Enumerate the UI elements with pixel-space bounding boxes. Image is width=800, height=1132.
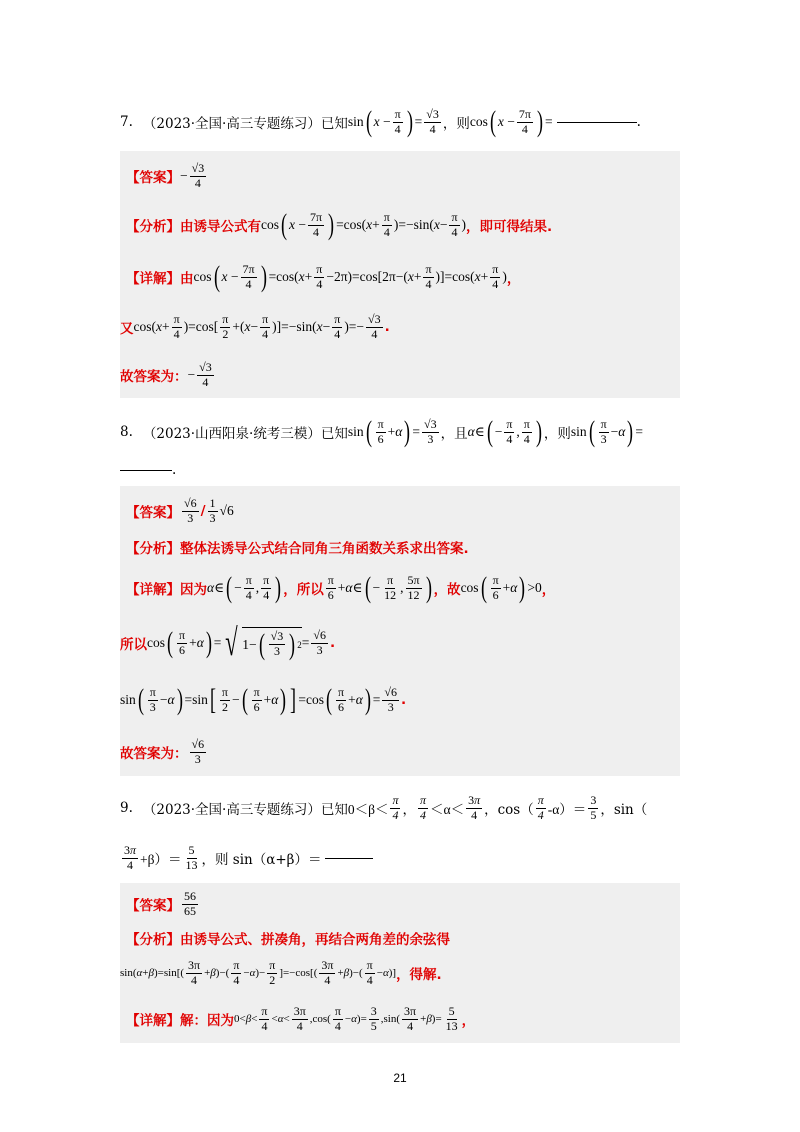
answer-label: 【答案】	[126, 898, 180, 914]
answer-separator: /	[200, 503, 206, 519]
analysis-text: 由诱导公式、拼凑角，再结合两角差的余弦得	[180, 932, 450, 948]
detail-text: 解：因为	[180, 1013, 234, 1029]
question-number: 8.	[120, 424, 133, 440]
detail-label: 【详解】	[126, 271, 180, 287]
analysis-row	[126, 536, 469, 558]
math-expression: sin ( x − $\frac{\pi}{4}$ ) = $\frac{√3}{4}$	[347, 105, 439, 138]
question-source: （2023·山西阳泉·统考三模）已知	[142, 426, 348, 442]
analysis-tail: ，即可得结果.	[466, 219, 553, 235]
final-answer-row	[120, 355, 216, 395]
answer-label: 【答案】	[126, 505, 180, 521]
analysis-formula-row	[120, 953, 442, 993]
math-expression: sin ( $\frac{\pi}{3}$ − α ) =	[570, 415, 643, 448]
question-number: 7.	[120, 114, 133, 130]
math-expression: cos ( x − $\frac{7\pi}{4}$ ) =	[469, 105, 553, 138]
math-expression: sin ( $\frac{\pi}{3}$ − α ) =sin [ $\frac{\pi}{2}$ − ( $\frac{\pi}{6}$ + α ) ] =cos ( $\frac{\pi}{6}$ + α ) = $\frac{√6}{3}$	[120, 683, 397, 716]
question-number: 9.	[120, 800, 133, 816]
so-answer-label: 故答案为：	[120, 746, 188, 762]
answer-blank	[120, 470, 172, 471]
detail-label: 【详解】	[126, 582, 180, 598]
detail-text: 由	[180, 271, 194, 287]
question-8-blank: .	[120, 460, 680, 480]
also-row: 又 cos( x + $\frac{\pi}{4}$ )=cos[ $\frac{\pi}{2}$ +( x − $\frac{\pi}{4}$ )]=−sin( x − $\frac{\pi}{4}$ )=− $\frac{√3}{4}$ .	[120, 311, 390, 341]
analysis-row	[126, 927, 450, 949]
analysis-label: 【分析】	[126, 541, 180, 557]
sin-row: sin ( $\frac{\pi}{3}$ − α ) =sin [ $\frac{\pi}{2}$ − ( $\frac{\pi}{6}$ + α ) ] =cos ( $\frac{\pi}{6}$ + α ) = $\frac{√6}{3}$ .	[120, 683, 407, 716]
math-expression: sin ( $\frac{\pi}{6}$ + α ) = $\frac{√3}{3}$	[347, 415, 437, 448]
analysis-row	[126, 203, 552, 247]
question-9	[120, 786, 680, 830]
question-then: ，则	[543, 426, 571, 442]
so-answer-label: 故答案为：	[120, 369, 188, 385]
analysis-label: 【分析】	[126, 932, 180, 948]
so-label: 所以	[120, 637, 147, 653]
math-expression: cos ( $\frac{\pi}{6}$ + α ) >0	[460, 571, 542, 604]
math-expression: α ∈ ( − $\frac{\pi}{4}$ , $\frac{\pi}{4}$ )	[207, 571, 282, 604]
question-then: ，则	[442, 116, 470, 132]
question-9-line2	[120, 836, 680, 880]
analysis-tail: ，得解.	[396, 967, 442, 983]
detail-row: 【详解】 解：因为 0< β < $\frac{\pi}{4}$ < α < $\frac{3\pi}{4}$ ,cos( $\frac{\pi}{4}$ − α )= $\frac{3}{5}$ ,sin( $\frac{3\pi}{4}$ + β )= $\frac{5}{13}$ ，	[126, 1003, 476, 1033]
math-expression: cos ( x − $\frac{7\pi}{4}$ ) =cos( x + $\frac{\pi}{4}$ )=−sin( x − $\frac{\pi}{4}$ )	[261, 208, 467, 241]
answer-value: − $\frac{√3}{4}$	[180, 160, 205, 190]
answer-row	[126, 885, 200, 923]
question-8	[120, 410, 680, 454]
solution-box-8	[120, 486, 680, 776]
so-row: 所以 cos ( $\frac{\pi}{6}$ + α ) = √ 1− ( $\frac{√3}{3}$ ) 2 = $\frac{√6}{3}$ .	[120, 622, 336, 664]
question-source: （2023·全国·高三专题练习）已知	[142, 802, 348, 818]
question-and: ，且	[440, 426, 468, 442]
detail-because: 因为	[180, 582, 207, 598]
detail-label: 【详解】	[126, 1013, 180, 1029]
answer-row	[126, 155, 208, 197]
answer-value: $\frac{√6}{3}$ / $\frac{1}{3}$ √6	[184, 495, 234, 525]
math-expression: $\frac{3\pi}{4}$ +β）＝ $\frac{5}{13}$	[124, 842, 198, 872]
analysis-text: 由诱导公式有	[180, 219, 261, 235]
analysis-label: 【分析】	[126, 219, 180, 235]
answer-blank	[557, 122, 637, 123]
analysis-text: 整体法诱导公式结合同角三角函数关系求出答案.	[180, 541, 469, 557]
math-expression: sin( α + β )=sin[( $\frac{3\pi}{4}$ + β )−( $\frac{\pi}{4}$ − α )− $\frac{\pi}{2}$ ]=−cos[( $\frac{3\pi}{4}$ + β )−( $\frac{\pi}{4}$ − α )]	[120, 957, 397, 987]
final-answer-value: $\frac{√6}{3}$	[191, 736, 205, 766]
question-then: ，则 sin（α+β）＝	[201, 852, 322, 868]
detail-so: ，所以	[283, 582, 324, 598]
cos-text: cos（	[497, 802, 534, 818]
question-source: （2023·全国·高三专题练习）已知	[142, 116, 348, 132]
also-label: 又	[120, 321, 134, 337]
math-expression: $\frac{\pi}{6}$ + α ∈ ( − $\frac{\pi}{12}$ , $\frac{5\pi}{12}$ )	[327, 571, 432, 604]
answer-row	[126, 490, 234, 532]
final-answer-row	[120, 732, 208, 772]
math-expression: $\frac{\pi}{4}$ ‑α）＝ $\frac{3}{5}$ ，	[537, 792, 614, 822]
detail-therefore: ，故	[433, 582, 461, 598]
math-expression: cos ( $\frac{\pi}{6}$ + α ) = √ 1− ( $\frac{√3}{3}$ ) 2 = $\frac{√6}{3}$	[147, 622, 326, 664]
answer-blank	[325, 858, 373, 859]
detail-row: 【详解】 由 cos ( x − $\frac{7\pi}{4}$ ) =cos( x + $\frac{\pi}{4}$ −2π)=cos[2π−( x + $\frac{\pi}{4}$ )]=cos( x + $\frac{\pi}{4}$ ) ，	[126, 260, 521, 293]
answer-value: $\frac{56}{65}$	[184, 888, 196, 918]
question-7: 7. （2023·全国·高三专题练习）已知 sin ( x − $\frac{\pi}{4}$ ) = $\frac{√3}{4}$ ，则 cos ( x − $\frac{7\pi}{4}$ ) = .	[120, 105, 641, 138]
answer-label: 【答案】	[126, 170, 180, 186]
solution-box-7	[120, 151, 680, 398]
detail-row: 【详解】 因为 α ∈ ( − $\frac{\pi}{4}$ , $\frac{\pi}{4}$ ) ，所以 $\frac{\pi}{6}$ + α ∈ ( − $\frac{\pi}{12}$ , $\frac{5\pi}{12}$ ) ，故 cos ( $\frac{\pi}{6}$ + α ) >0 ，	[126, 571, 556, 604]
page-number: 21	[393, 1071, 407, 1085]
math-expression: cos( x + $\frac{\pi}{4}$ )=cos[ $\frac{\pi}{2}$ +( x − $\frac{\pi}{4}$ )]=−sin( x − $\frac{\pi}{4}$ )=− $\frac{√3}{4}$	[133, 311, 381, 341]
solution-box-9	[120, 883, 680, 1043]
math-expression: cos ( x − $\frac{7\pi}{4}$ ) =cos( x + $\frac{\pi}{4}$ −2π)=cos[2π−( x + $\frac{\pi}{4}$ )]=cos( x + $\frac{\pi}{4}$ )	[193, 260, 507, 293]
final-answer-value: − $\frac{√3}{4}$	[187, 359, 212, 389]
math-expression: α ∈ ( − $\frac{\pi}{4}$ , $\frac{\pi}{4}$ )	[467, 415, 542, 448]
math-expression: 0< β < $\frac{\pi}{4}$ < α < $\frac{3\pi}{4}$ ,cos( $\frac{\pi}{4}$ − α )= $\frac{3}{5}$ ,sin( $\frac{3\pi}{4}$ + β )= $\frac{5}{13}$	[234, 1003, 458, 1033]
math-expression: 0＜β＜ $\frac{\pi}{4}$ ， $\frac{\pi}{4}$ ＜α＜ $\frac{3\pi}{4}$ ，	[347, 792, 498, 822]
sin-text: sin（	[613, 802, 648, 818]
